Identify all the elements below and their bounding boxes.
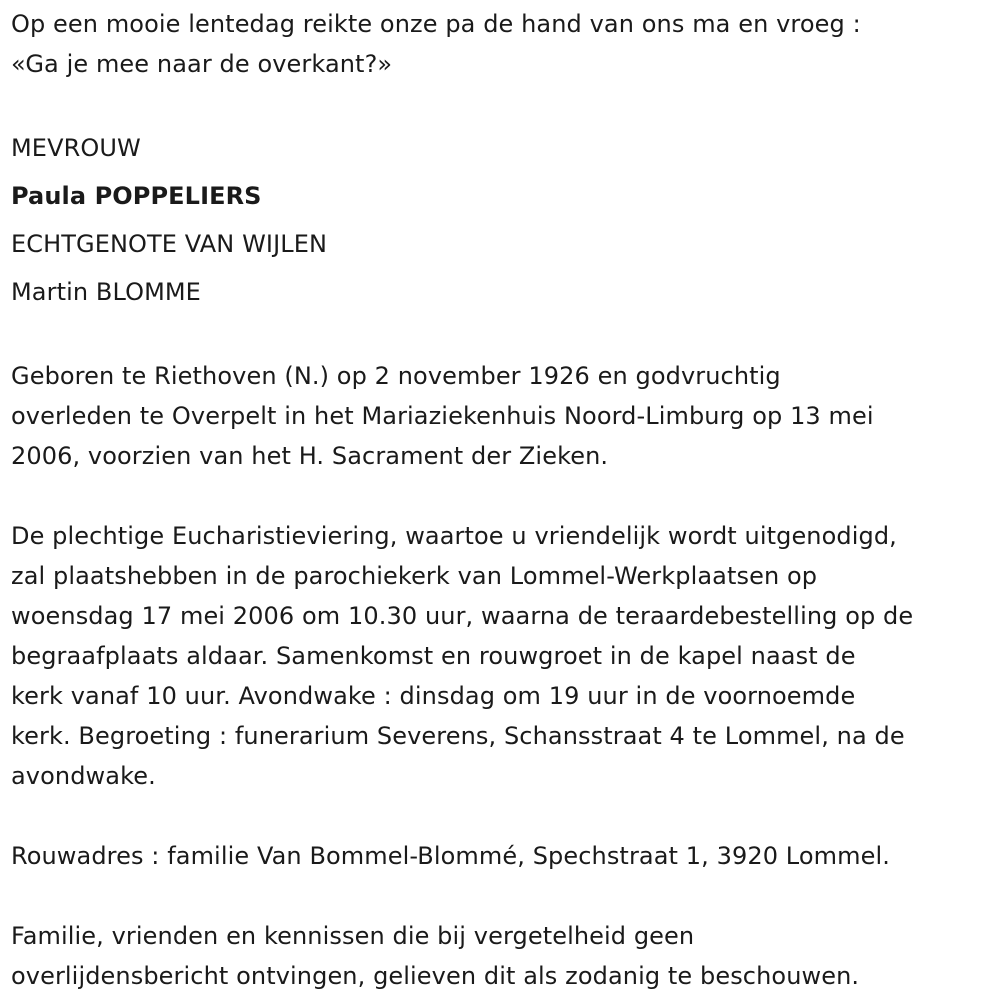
paragraph-line: avondwake.: [11, 762, 156, 790]
intro-quote: [11, 4, 996, 84]
spouse-name: Martin BLOMME: [11, 278, 201, 306]
intro-line: «Ga je mee naar de overkant?»: [11, 50, 393, 78]
notice-paragraph: [11, 916, 996, 996]
intro-line: Op een mooie lentedag reikte onze pa de hand van ons ma en vroeg :: [11, 10, 861, 38]
birth-death-paragraph: [11, 356, 996, 476]
paragraph-line: overleden te Overpelt in het Mariaziekenhuis Noord-Limburg op 13 mei: [11, 402, 874, 430]
spacer: [11, 876, 996, 916]
paragraph-line: Geboren te Riethoven (N.) op 2 november 1926 en godvruchtig: [11, 362, 781, 390]
paragraph-line: Familie, vrienden en kennissen die bij vergetelheid geen: [11, 922, 695, 950]
obituary-document: [11, 4, 996, 996]
spacer: [11, 476, 996, 516]
paragraph-line: zal plaatshebben in de parochiekerk van Lommel-Werkplaatsen op: [11, 562, 818, 590]
paragraph-line: De plechtige Eucharistieviering, waartoe u vriendelijk wordt uitgenodigd,: [11, 522, 897, 550]
paragraph-line: kerk. Begroeting : funerarium Severens, Schansstraat 4 te Lommel, na de: [11, 722, 905, 750]
paragraph-line: overlijdensbericht ontvingen, gelieven dit als zodanig te beschouwen.: [11, 962, 860, 990]
ceremony-paragraph: [11, 516, 996, 796]
spacer: [11, 84, 996, 124]
spacer: [11, 316, 996, 356]
person-block: [11, 124, 996, 316]
address-paragraph: [11, 836, 996, 876]
person-name: Paula POPPELIERS: [11, 182, 262, 210]
paragraph-line: begraafplaats aldaar. Samenkomst en rouwgroet in de kapel naast de: [11, 642, 856, 670]
spacer: [11, 796, 996, 836]
paragraph-line: woensdag 17 mei 2006 om 10.30 uur, waarna de teraardebestelling op de: [11, 602, 914, 630]
paragraph-line: Rouwadres : familie Van Bommel-Blommé, Spechstraat 1, 3920 Lommel.: [11, 842, 890, 870]
paragraph-line: kerk vanaf 10 uur. Avondwake : dinsdag om 19 uur in de voornoemde: [11, 682, 856, 710]
person-title: MEVROUW: [11, 134, 141, 162]
person-relation: ECHTGENOTE VAN WIJLEN: [11, 230, 328, 258]
paragraph-line: 2006, voorzien van het H. Sacrament der Zieken.: [11, 442, 609, 470]
